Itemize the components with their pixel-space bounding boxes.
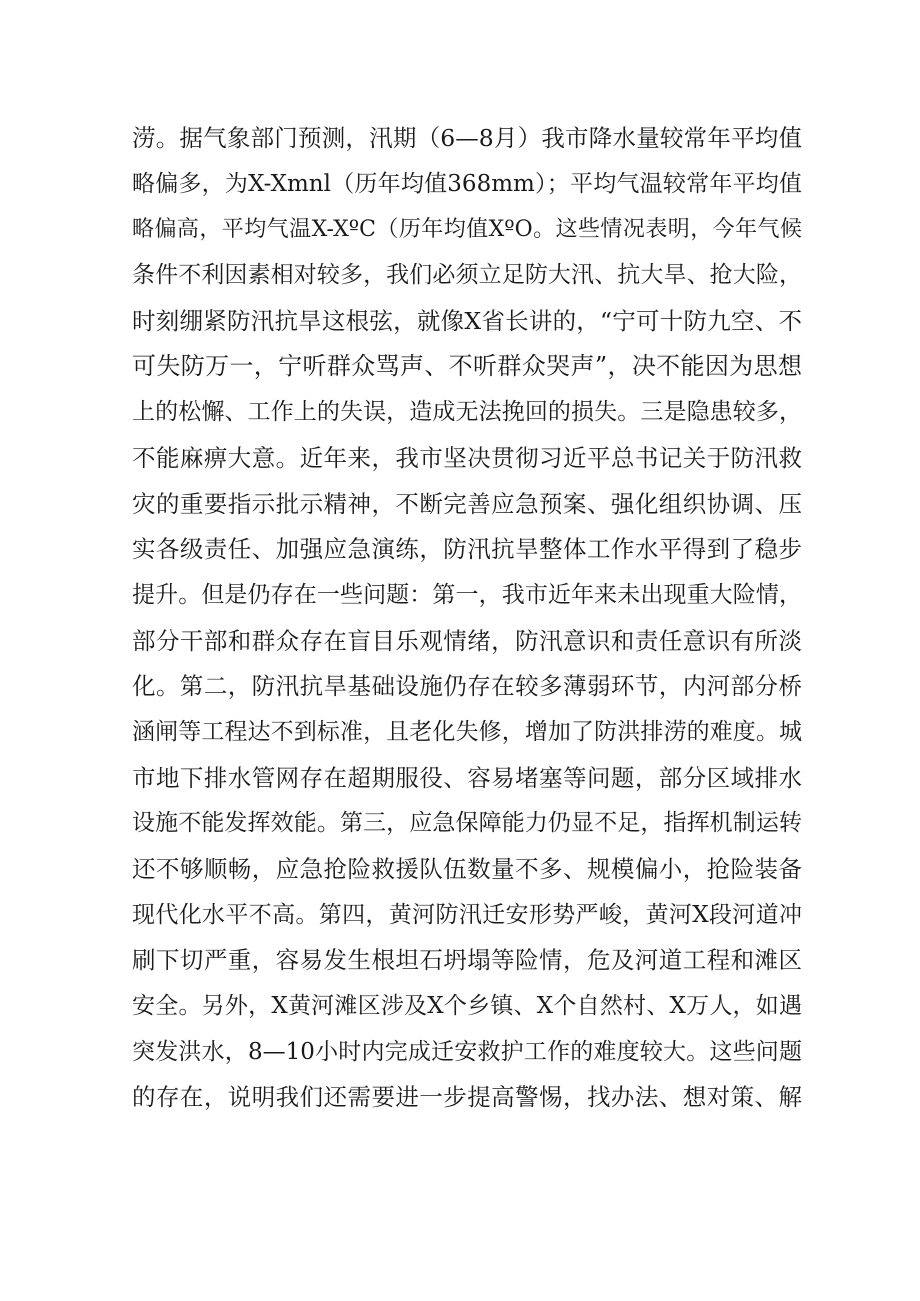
text-line: 条件不利因素相对较多，我们必须立足防大汛、抗大旱、抢大险， [132,262,802,289]
text-line: 的存在，说明我们还需要进一步提高警惕，找办法、想对策、解 [132,1083,802,1112]
text-line: 提升。但是仍存在一些问题：第一，我市近年来未出现重大险情， [132,581,802,608]
text-line: 涝。据气象部门预测，汛期（6—8月）我市降水量较常年平均值 [132,124,802,152]
body-paragraph [132,116,802,1121]
text-line: 化。第二，防汛抗旱基础设施仍存在较多薄弱环节，内河部分桥 [132,672,802,701]
text-line: 部分干部和群众存在盲目乐观情绪，防汛意识和责任意识有所淡 [132,626,802,655]
text-line: 刷下切严重，容易发生根坦石坍塌等险情，危及河道工程和滩区 [132,946,802,975]
text-line: 略偏多，为X-Xmnl（历年均值368mm）；平均气温较常年平均值 [132,170,802,197]
text-line: 还不够顺畅，应急抢险救援队伍数量不多、规模偏小，抢险装备 [132,855,802,883]
text-line: 市地下排水管网存在超期服役、容易堵塞等问题，部分区域排水 [132,763,802,792]
text-line: 设施不能发挥效能。第三，应急保障能力仍显不足，指挥机制运转 [132,810,802,837]
text-line: 现代化水平不高。第四，黄河防汛迁安形势严峻，黄河X段河道冲 [132,901,802,928]
text-line: 灾的重要指示批示精神，不断完善应急预案、强化组织协调、压 [132,489,802,518]
text-line: 时刻绷紧防汛抗旱这根弦，就像X省长讲的，“宁可十防九空、不 [132,306,802,335]
text-line: 安全。另外，X黄河滩区涉及X个乡镇、X个自然村、X万人，如遇 [132,993,802,1020]
text-line: 不能麻痹大意。近年来，我市坚决贯彻习近平总书记关于防汛救 [132,443,802,472]
text-line: 上的松懈、工作上的失误，造成无法挽回的损失。三是隐患较多， [132,399,802,426]
text-line: 略偏高，平均气温X-XºC（历年均值XºO。这些情况表明，今年气候 [132,217,802,243]
text-line: 可失防万一，宁听群众骂声、不听群众哭声”，决不能因为思想 [132,352,802,381]
text-line: 突发洪水，8—10小时内完成迁安救护工作的难度较大。这些问题 [132,1038,802,1065]
text-line: 实各级责任、加强应急演练，防汛抗旱整体工作水平得到了稳步 [132,535,802,564]
text-line: 涵闸等工程达不到标准，且老化失修，增加了防洪排涝的难度。城 [132,718,802,745]
